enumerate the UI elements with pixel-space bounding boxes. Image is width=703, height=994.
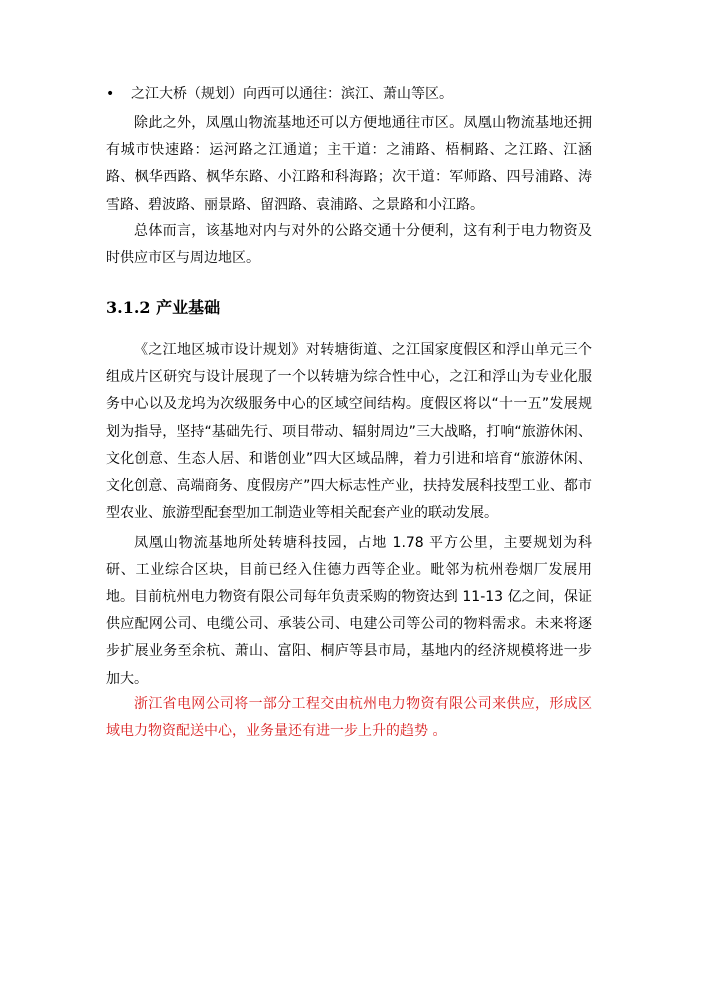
paragraph-highlight: 浙江省电网公司将一部分工程交由杭州电力物资有限公司来供应，形成区域电力物资配送中心，业务量还有进一步上升的趋势 。: [106, 696, 592, 740]
bullet-icon: •: [106, 86, 115, 102]
paragraph-road-access: 除此之外，凤凰山物流基地还可以方便地通往市区。凤凰山物流基地还拥有城市快速路：运河路之江通道；主干道：之浦路、梧桐路、之江路、江涵路、枫华西路、枫华东路、小江路和科海路；次干道：军师路、四号浦路、涛雪路、碧波路、丽景路、留泗路、袁浦路、之景路和小江路。: [106, 115, 592, 213]
bullet-text: 之江大桥（规划）向西可以通往：滨江、萧山等区。: [131, 86, 453, 102]
paragraph-city-planning: 《之江地区城市设计规划》对转塘街道、之江国家度假区和浮山单元三个组成片区研究与设计展现了一个以转塘为综合性中心，之江和浮山为专业化服务中心以及龙坞为次级服务中心的区域空间结构。度假区将以“十一五”发展规划为指导，坚持“基础先行、项目带动、辐射周边”三大战略，打响“旅游休闲、文化创意、生态人居、和谐创业”四大区域品牌，着力引进和培育“旅游休闲、文化创意、高端商务、度假房产”四大标志性产业，扶持发展科技型工业、都市型农业、旅游型配套型加工制造业等相关配套产业的联动发展。: [106, 342, 592, 522]
paragraph-procurement: 目前杭州电力物资有限公司每年负责采购的物资达到 11-13 亿之间，保证供应配网公司、电缆公司、承装公司、电建公司等公司的物料需求。未来将逐步扩展业务至余杭、萧山、富阳、桐庐等县市局，基地内的经济规模将进一步加大。: [106, 589, 592, 687]
paragraph-traffic-summary: 总体而言，该基地对内与对外的公路交通十分便利，这有利于电力物资及时供应市区与周边地区。: [106, 223, 592, 267]
section-heading: 3.1.2 产业基础: [106, 298, 221, 317]
paragraph-tech-park: 凤凰山物流基地所处转塘科技园，占地 1.78 平方公里，主要规划为科研、工业综合区块，目前已经入住德力西等企业。毗邻为杭州卷烟厂发展用地。: [106, 535, 592, 606]
